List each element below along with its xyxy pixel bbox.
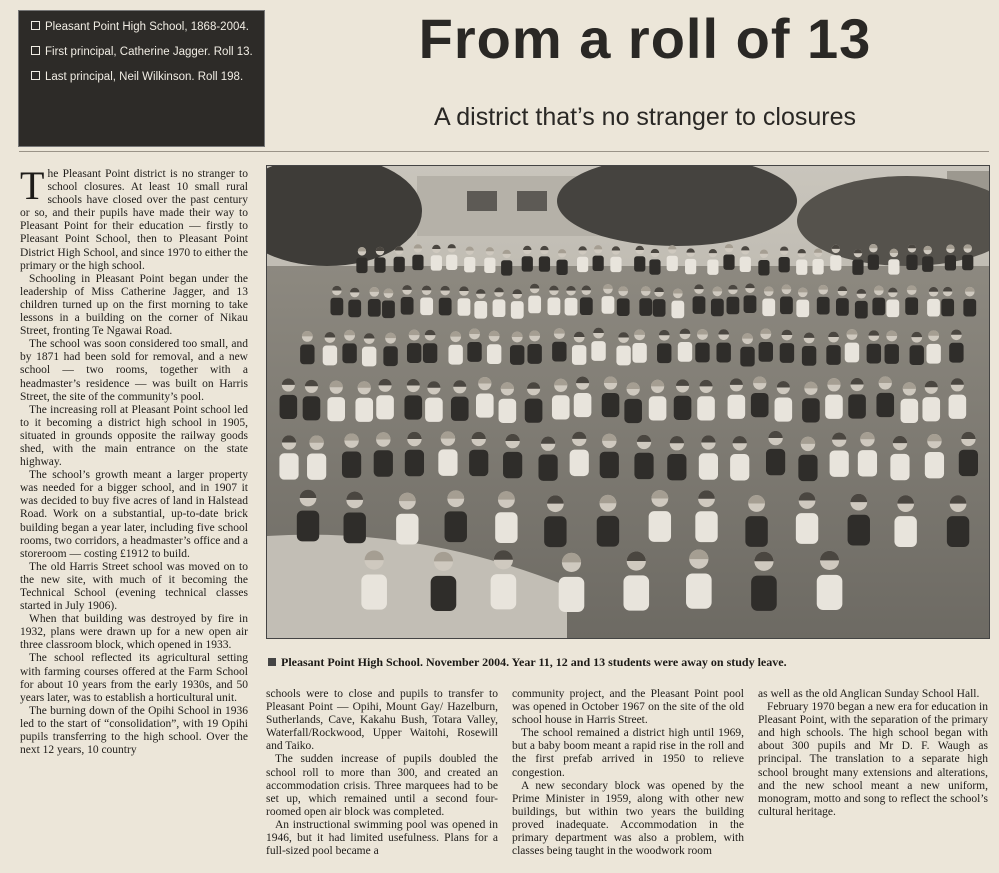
checkbox-bullet-icon [31, 71, 40, 80]
subheadline: A district that’s no stranger to closures [434, 103, 856, 131]
article-paragraph: The Pleasant Point district is no stranger to school closures. At least 10 small rural schools have closed over the past century or so, and their pupils have made their way to Pleasant Point for their education — firstly to Pleasant Point School, then to Pleasant Point District High School, and since 1970 to either the primary or the high school. [20, 163, 248, 272]
article-paragraph: An instructional swimming pool was opened in 1946, but it had limited usefulness. Plans for a full-sized pool became a [266, 818, 498, 858]
fact-item: Pleasant Point High School, 1868-2004. [31, 20, 254, 34]
article-paragraph: schools were to close and pupils to transfer to Pleasant Point — Opihi, Mount Gay/ Hazelburn, Sutherlands, Cave, Kakahu Bush, Totara Valley, Waterfall/Rockwood, Upper Waitohi, Rosewill and Taiko. [266, 688, 498, 753]
photo-caption: Pleasant Point High School. November 2004. Year 11, 12 and 13 students were away on study leave. [268, 655, 988, 670]
checkbox-bullet-icon [31, 46, 40, 55]
article-column-1 [20, 163, 248, 757]
article-paragraph: When that building was destroyed by fire in 1932, plans were drawn up for a new open air three classroom block, which opened in 1933. [20, 613, 248, 652]
class-group-photo [266, 165, 990, 639]
article-paragraph: community project, and the Pleasant Point pool was opened in October 1967 on the site of the old school house in Harris Street. [512, 688, 744, 727]
article-paragraph: The school was soon considered too small, and by 1871 had been sold for removal, and a new school — two rooms, together with a headmaster’s residence — was built on Harris Street, the site of the community’s pool. [20, 338, 248, 403]
group-photo-image [267, 166, 989, 638]
article-column-3 [512, 688, 744, 858]
headline: From a roll of 13 [418, 7, 872, 70]
article-paragraph: as well as the old Anglican Sunday School Hall. [758, 688, 980, 700]
article-paragraph: February 1970 began a new era for education in Pleasant Point, with the separation of the primary and high schools. The high school began with about 300 pupils and Mr D. F. Waugh as principal. The translation to a separate high school brought many extensions and alterations, and the new school meant a new uniform, monogram, motto and song to reflect the school’s cultural heritage. [758, 701, 988, 818]
article-paragraph: The old Harris Street school was moved on to the new site, with much of it becoming the Technical School (evening technical classes started in July 1906). [20, 560, 248, 613]
fact-item: First principal, Catherine Jagger. Roll 13. [31, 45, 254, 59]
article-paragraph: The sudden increase of pupils doubled the school roll to more than 300, and created an accommodation crisis. Three marquees had to be set up, which remained until a second four-roomed open air block was completed. [266, 753, 498, 818]
article-paragraph: The school’s growth meant a larger property was needed for a bigger school, and in 1907 it was decided to buy five acres of land in Halstead Road. Work on a substantial, up-to-date brick building began a year later, including five school rooms, two corridors, a headmaster’s office and a storeroom — costing £1912 to build. [20, 469, 248, 560]
article-paragraph: Schooling in Pleasant Point began under the leadership of Miss Catherine Jagger, and 13 children turned up on the first morning to take lessons in a building on the corner of Nikau Street, fronting Te Ngawai Road. [20, 272, 248, 338]
article-paragraph: The increasing roll at Pleasant Point school led to it becoming a district high school in 1905, situated in grounds opposite the railway goods shed, with the main entrance on the state highway. [20, 403, 248, 469]
fact-box [19, 11, 264, 146]
checkbox-bullet-icon [31, 21, 40, 30]
fact-item: Last principal, Neil Wilkinson. Roll 198. [31, 70, 254, 84]
article-paragraph: The school reflected its agricultural setting with farming courses offered at the Farm School for about 10 years from the early 1930s, and 50 years later, was to establish a horticultural unit. [20, 652, 248, 704]
article-column-2 [266, 688, 498, 858]
article-paragraph: A new secondary block was opened by the Prime Minister in 1959, along with other new buildings, but within two years the building proved inadequate. Accommodation in the primary department was also a problem, with classes being taught in the woodwork room [512, 779, 744, 858]
article-column-4 [758, 688, 988, 819]
header-divider [19, 151, 989, 152]
article-paragraph: The burning down of the Opihi School in 1936 led to the start of “consolidation”, with 19 Opihi pupils transferring to the high school. Over the next 12 years, 10 country [20, 704, 248, 757]
drop-cap: T [20, 163, 45, 208]
article-paragraph: The school remained a district high until 1969, but a baby boom meant a rapid rise in the roll and the first prefab arrived in 1950 to relieve congestion. [512, 727, 744, 779]
caption-square-icon [268, 658, 276, 666]
